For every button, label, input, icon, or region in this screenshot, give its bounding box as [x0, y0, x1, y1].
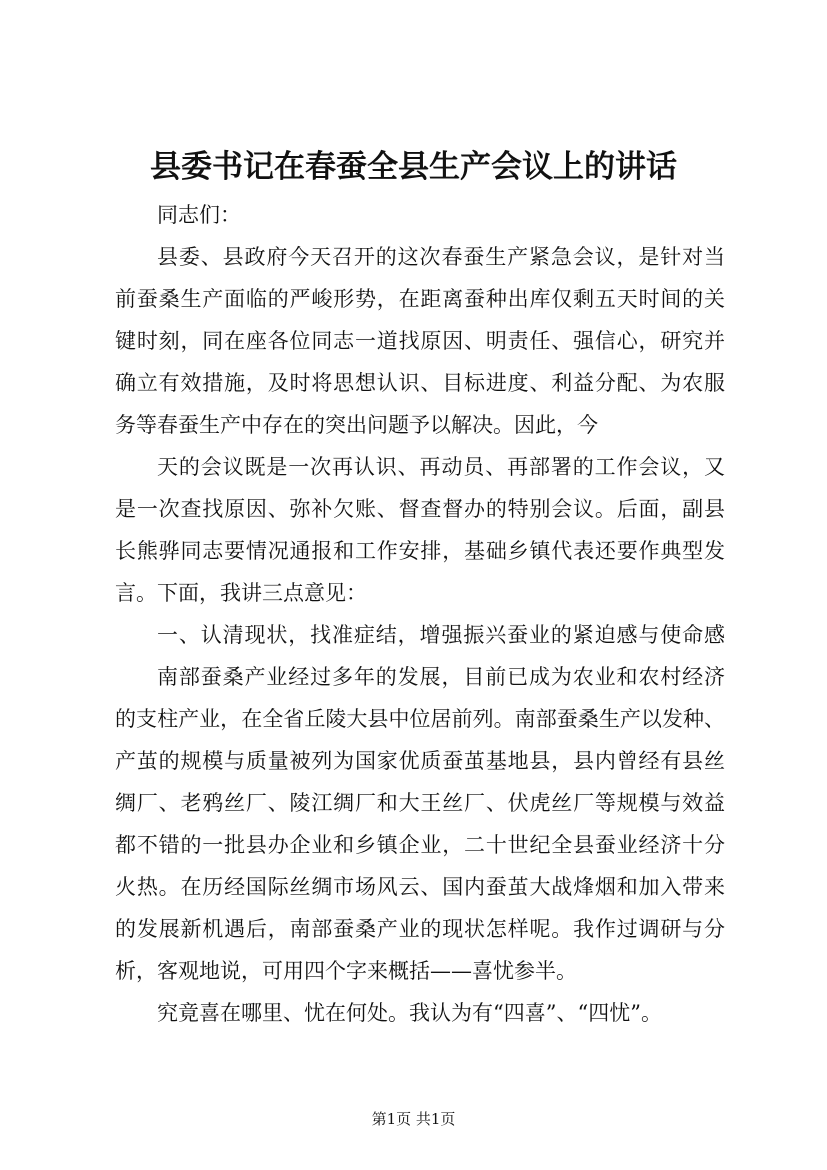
text-line: 前蚕桑生产面临的严峻形势，在距离蚕种出库仅剩五天时间的关 — [115, 287, 725, 311]
text-line: 究竟喜在哪里、忧在何处。我认为有“四喜”、“四忧”。 — [157, 1001, 662, 1025]
page-footer: 第1页 共1页 — [371, 1110, 456, 1128]
text-line: 县委、县政府今天召开的这次春蚕生产紧急会议，是针对当 — [157, 245, 725, 269]
text-line: 析，客观地说，可用四个字来概括——喜忧参半。 — [115, 959, 577, 983]
text-line: 是一次查找原因、弥补欠账、督查督办的特别会议。后面，副县 — [115, 497, 725, 521]
text-line: 的发展新机遇后，南部蚕桑产业的现状怎样呢。我作过调研与分 — [115, 917, 725, 941]
text-line: 言。下面，我讲三点意见： — [115, 581, 367, 605]
text-line: 绸厂、老鸦丝厂、陵江绸厂和大王丝厂、伏虎丝厂等规模与效益 — [115, 791, 725, 815]
text-line: 天的会议既是一次再认识、再动员、再部署的工作会议，又 — [157, 455, 725, 479]
text-line: 务等春蚕生产中存在的突出问题予以解决。因此，今 — [115, 413, 598, 437]
text-line: 键时刻，同在座各位同志一道找原因、明责任、强信心，研究并 — [115, 329, 725, 353]
document-body — [115, 194, 725, 1034]
text-line: 南部蚕桑产业经过多年的发展，目前已成为农业和农村经济 — [157, 665, 725, 689]
text-line: 都不错的一批县办企业和乡镇企业，二十世纪全县蚕业经济十分 — [115, 833, 725, 857]
text-line: 长熊骅同志要情况通报和工作安排，基础乡镇代表还要作典型发 — [115, 539, 725, 563]
page-title: 县委书记在春蚕全县生产会议上的讲话 — [150, 149, 677, 185]
text-line: 确立有效措施，及时将思想认识、目标进度、利益分配、为农服 — [115, 371, 725, 395]
text-line: 火热。在历经国际丝绸市场风云、国内蚕茧大战烽烟和加入带来 — [115, 875, 725, 899]
text-line: 同志们： — [157, 203, 241, 227]
text-line: 产茧的规模与质量被列为国家优质蚕茧基地县，县内曾经有县丝 — [115, 749, 725, 773]
text-line: 的支柱产业，在全省丘陵大县中位居前列。南部蚕桑生产以发种、 — [115, 707, 725, 731]
section-heading: 一、认清现状，找准症结，增强振兴蚕业的紧迫感与使命感 — [157, 623, 725, 647]
